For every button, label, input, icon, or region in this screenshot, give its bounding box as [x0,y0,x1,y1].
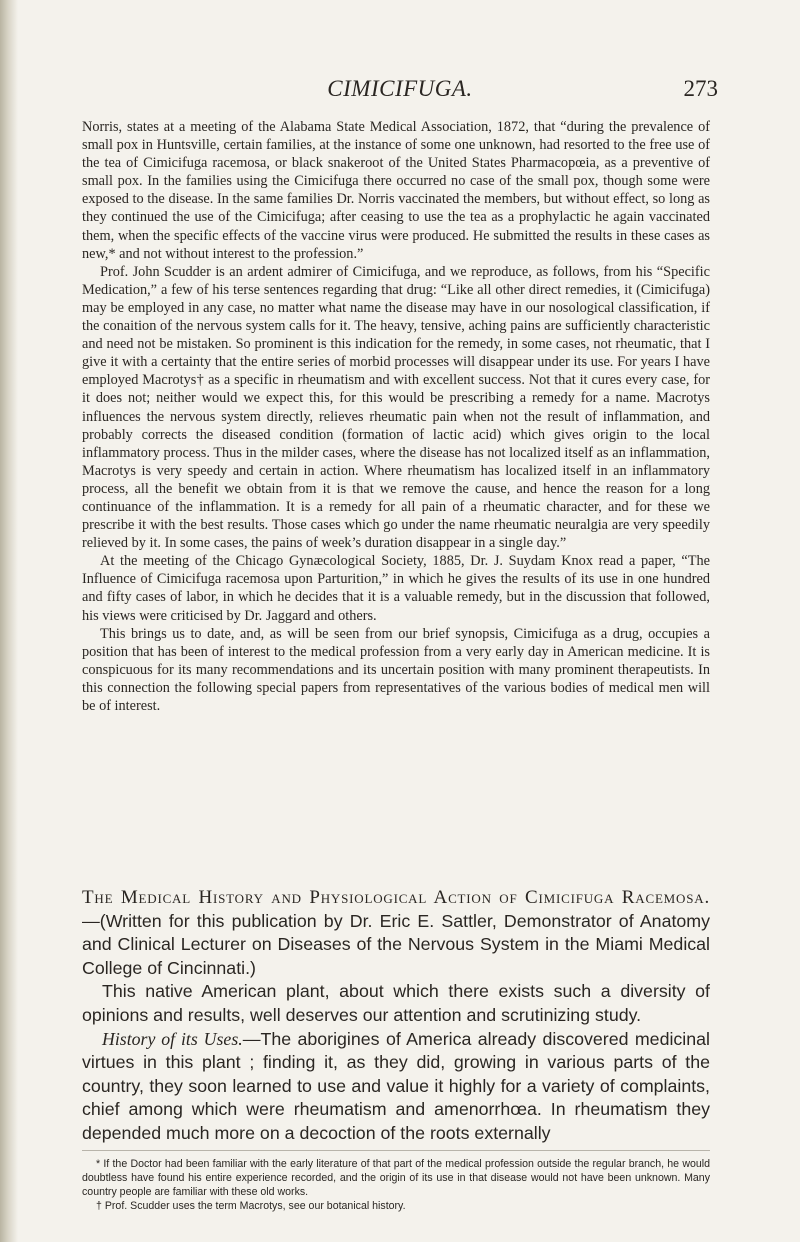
paragraph-knox: At the meeting of the Chicago Gynæcological Society, 1885, Dr. J. Suydam Knox read a paper, “The Influence of Cimicifuga racemosa upon Parturition,” in which he gives the results of its use in one hundred and fifty cases of labor, in which he decides that it is a valuable remedy, but in the discussion that followed, his views were criticised by Dr. Jaggard and others. [82,553,710,624]
page-binding-edge [0,0,18,1242]
sattler-section [82,886,710,1146]
history-subheading: History of its Uses. [102,1028,243,1049]
section-heading: The Medical History and Physiological Action of Cimicifuga Racemosa. [82,887,710,908]
history-text: —The aborigines of America already discovered medicinal virtues in this plant ; finding it, as they did, growing in various parts of the country, they soon learned to use and value it highly for a variety of complaints, chief among which were rheumatism and amenorrhœa. In rheumatism they depended much more on a decoction of the roots externally [82,1028,710,1143]
paragraph-synopsis: This brings us to date, and, as will be seen from our brief synopsis, Cimicifuga as a drug, occupies a position that has been of interest to the medical profession from a very early day in American medicine. It is conspicuous for its many recommendations and its uncertain position with many prominent therapeutists. In this connection the following special papers from representatives of the various bodies of medical men will be of interest. [82,625,710,714]
footnote-rule [82,1150,710,1151]
section-intro [82,886,710,980]
footnote-dagger: † Prof. Scudder uses the term Macrotys, see our botanical history. [96,1200,406,1212]
footnote-asterisk: * If the Doctor had been familiar with the early literature of that part of the medical profession outside the regular branch, he would doubtless have found his entire experience recorded, and the origin of its use in that disease would not have been unknown. Many country people are familiar with these old works. [82,1158,710,1198]
section-paragraph-1: This native American plant, about which there exists such a diversity of opinions and results, well deserves our attention and scrutinizing study. [82,981,710,1025]
page-number: 273 [683,76,718,101]
section-byline: —(Written for this publication by Dr. Eric E. Sattler, Demonstrator of Anatomy and Clinical Lecturer on Diseases of the Nervous System in the Miami Medical College of Cincinnati.) [82,910,710,978]
page-header [0,76,800,106]
paragraph-scudder: Prof. John Scudder is an ardent admirer of Cimicifuga, and we reproduce, as follows, from his “Specific Medication,” a few of his terse sentences regarding that drug: “Like all other direct remedies, it (Cimicifuga) may be employed in any case, no matter what name the disease may have in our nosological classification, if the conaition of the nervous system calls for it. The heavy, tensive, aching pains are sufficiently characteristic and need not be mistaken. So prominent is this indication for the remedy, in some cases, not rheumatic, that I give it with a certainty that the entire series of morbid processes will disappear under its use. For years I have employed Macrotys† as a specific in rheumatism and with excellent success. Not that it cures every case, for it does not; neither would we expect this, for this would be prescribing a remedy for a name. Macrotys influences the nervous system directly, relieves rheumatic pain when not the result of inflammation, and probably corrects the diseased condition (formation of lactic acid) which gives origin to the local inflammatory process. Thus in the milder cases, where the disease has not localized itself as an inflammation, Macrotys is very speedy and certain in action. Where rheumatism has localized itself in an inflammatory process, all the benefit we obtain from it is that we remove the cause, and hence the reason for a long continuance of the inflammation. It is a remedy for all pain of a rheumatic character, and for these we prescribe it with the best results. Those cases which go under the name rheumatic neuralgia are very speedily relieved by it. In some cases, the pains of week’s duration disappear in a single day.” [82,263,710,552]
quoted-text-block [82,118,710,715]
paragraph-norris: Norris, states at a meeting of the Alabama State Medical Association, 1872, that “during the prevalence of small pox in Huntsville, certain families, at the instance of some one unknown, had resorted to the free use of the tea of Cimicifuga racemosa, or black snakeroot of the United States Pharmacopœia, as a preventive of small pox. In the families using the Cimicifuga there occurred no case of the small pox, though some were exposed to the disease. In the same families Dr. Norris vaccinated the members, but without effect, so long as they continued the use of the Cimicifuga; after ceasing to use the tea as a prophylactic he again vaccinated them, when the specific effects of the vaccine virus were produced. He submitted the results in these cases as new,* and not without interest to the profession.” [82,119,710,262]
running-head: CIMICIFUGA. [327,76,473,101]
section-paragraph-2 [82,1028,710,1146]
footnotes [82,1157,710,1213]
